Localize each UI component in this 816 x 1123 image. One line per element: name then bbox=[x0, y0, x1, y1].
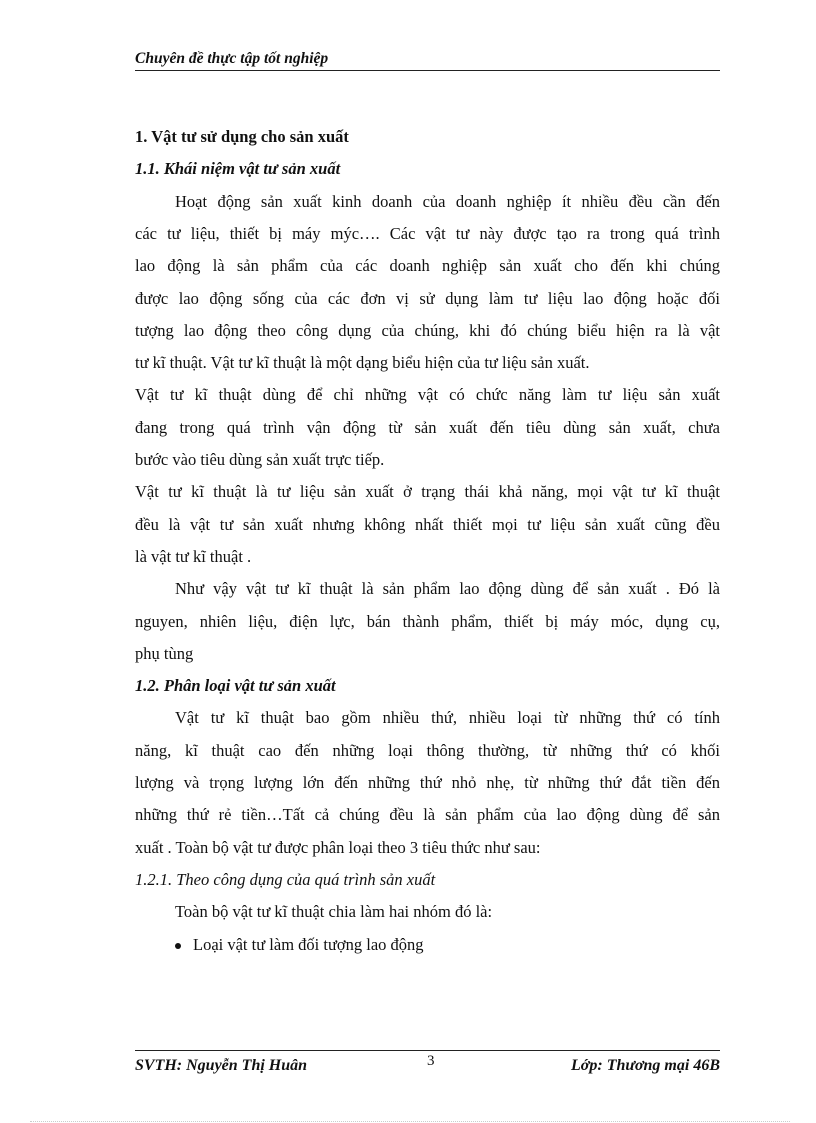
subsection-heading: 1.2. Phân loại vật tư sản xuất bbox=[135, 676, 336, 696]
paragraph-line: Vật tư kĩ thuật dùng để chỉ những vật có chức năng làm tư liệu sản xuất bbox=[135, 385, 720, 405]
header-title: Chuyên đề thực tập tốt nghiệp bbox=[135, 50, 329, 67]
bullet-icon bbox=[175, 943, 181, 949]
paragraph-line: phụ tùng bbox=[135, 643, 194, 663]
paragraph-line: Vật tư kĩ thuật là tư liệu sản xuất ở trạng thái khả năng, mọi vật tư kĩ thuật bbox=[135, 482, 720, 502]
paragraph-line: các tư liệu, thiết bị máy mýc…. Các vật tư này được tạo ra trong quá trình bbox=[135, 223, 720, 243]
subsection-heading: 1.1. Khái niệm vật tư sản xuất bbox=[135, 159, 341, 179]
footer-class: Lớp: Thương mại 46B bbox=[571, 1057, 720, 1074]
paragraph-line: những thứ rẻ tiền…Tất cả chúng đều là sản phẩm của lao động dùng để sản bbox=[135, 805, 720, 825]
paragraph-line: đều là vật tư sản xuất nhưng không nhất thiết mọi tư liệu sản xuất cũng đều bbox=[135, 514, 720, 534]
page-edge-divider bbox=[30, 1121, 790, 1122]
paragraph-line: lượng và trọng lượng lớn đến những thứ nhỏ nhẹ, từ những thứ đắt tiền đến bbox=[135, 773, 720, 792]
paragraph-line: là vật tư kĩ thuật . bbox=[135, 546, 252, 566]
footer-author: SVTH: Nguyễn Thị Huân bbox=[135, 1057, 308, 1074]
page-number: 3 bbox=[427, 1053, 435, 1069]
paragraph-line: tượng lao động theo công dụng của chúng, khi đó chúng biểu hiện ra là vật bbox=[135, 320, 720, 340]
paragraph-line: xuất . Toàn bộ vật tư được phân loại theo 3 tiêu thức như sau: bbox=[135, 837, 541, 857]
bullet-item bbox=[135, 934, 424, 956]
paragraph-line: lao động là sản phẩm của các doanh nghiệp sản xuất cho đến khi chúng bbox=[135, 256, 720, 276]
paragraph-line: Như vậy vật tư kĩ thuật là sản phẩm lao động dùng để sản xuất . Đó là bbox=[175, 579, 720, 599]
paragraph-line: đang trong quá trình vận động từ sản xuất đến tiêu dùng sản xuất, chưa bbox=[135, 417, 720, 437]
paragraph-line: được lao động sống của các đơn vị sử dụng làm tư liệu lao động hoặc đối bbox=[135, 288, 720, 308]
paragraph-line: nguyen, nhiên liệu, điện lực, bán thành phẩm, thiết bị máy móc, dụng cụ, bbox=[135, 611, 720, 631]
page-footer bbox=[135, 1050, 720, 1081]
bullet-text: Loại vật tư làm đối tượng lao động bbox=[193, 934, 424, 954]
paragraph-line: tư kĩ thuật. Vật tư kĩ thuật là một dạng biểu hiện của tư liệu sản xuất. bbox=[135, 353, 590, 373]
paragraph-line: Toàn bộ vật tư kĩ thuật chia làm hai nhóm đó là: bbox=[175, 902, 493, 922]
subsubsection-heading: 1.2.1. Theo công dụng của quá trình sản xuất bbox=[135, 869, 436, 889]
paragraph-line: Vật tư kĩ thuật bao gồm nhiều thứ, nhiều loại từ những thứ có tính bbox=[175, 708, 720, 728]
paragraph-line: Hoạt động sản xuất kinh doanh của doanh nghiệp ít nhiều đều cần đến bbox=[175, 191, 720, 211]
paragraph-line: bước vào tiêu dùng sản xuất trực tiếp. bbox=[135, 450, 385, 469]
section-heading: 1. Vật tư sử dụng cho sản xuất bbox=[135, 127, 349, 146]
page-header bbox=[135, 50, 720, 71]
paragraph-line: năng, kĩ thuật cao đến những loại thông thường, từ những thứ có khối bbox=[135, 740, 720, 760]
